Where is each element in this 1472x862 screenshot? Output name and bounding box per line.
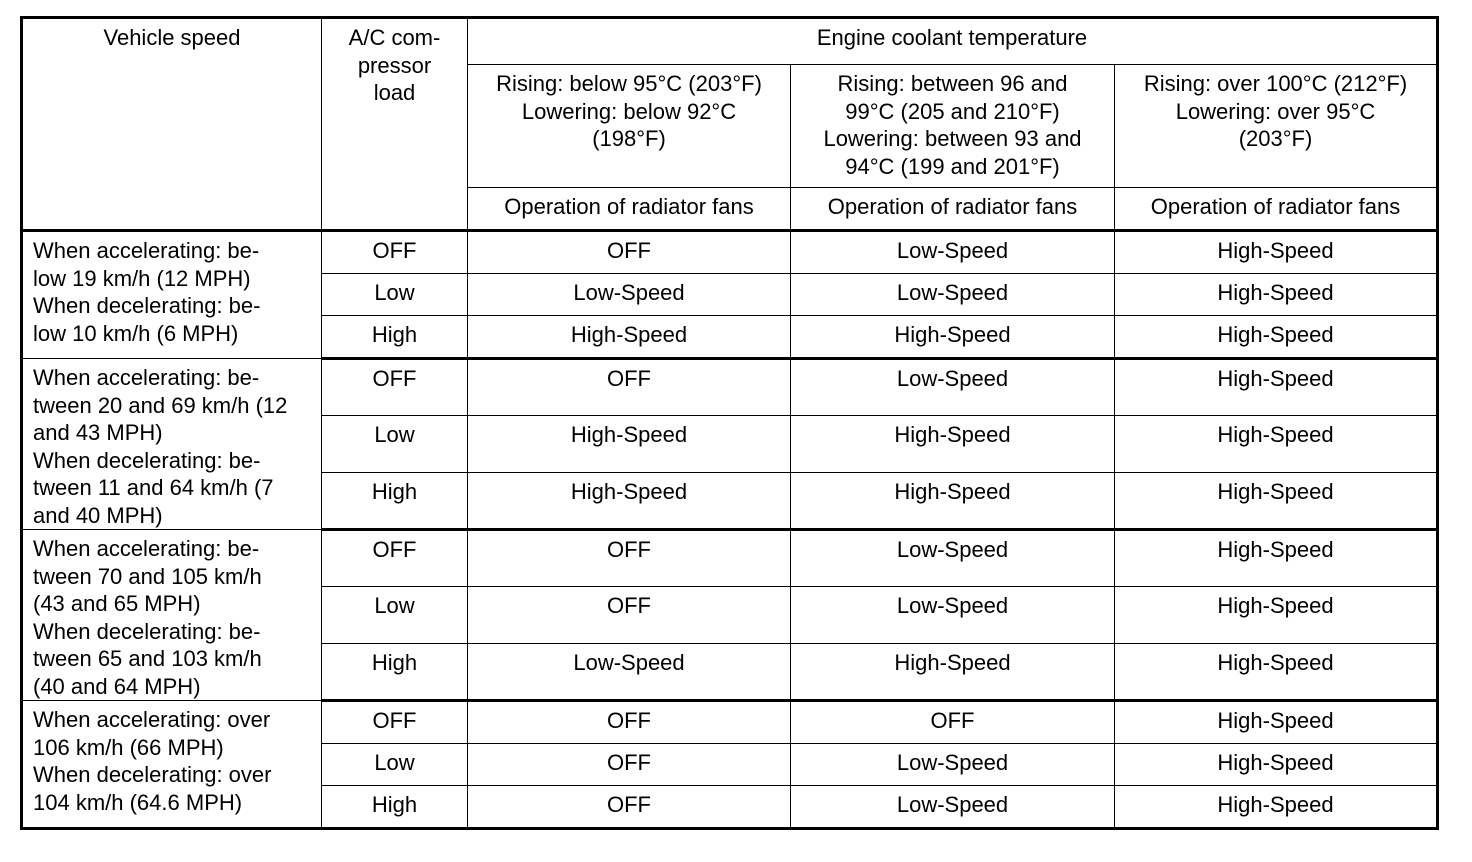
vehicle-speed-condition: When accelerating: be- tween 20 and 69 km/h (12 and 43 MPH) When decelerating: be- tween 11 and 64 km/h (7 and 40 MPH): [22, 359, 322, 530]
header-operation-label: Operation of radiator fans: [1115, 188, 1438, 231]
fan-operation-cell: High-Speed: [1115, 744, 1438, 786]
header-ac-compressor-load: A/C com- pressor load: [322, 18, 468, 231]
ac-load-cell: Low: [322, 274, 468, 316]
header-temp-range-high: Rising: over 100°C (212°F) Lowering: over 95°C (203°F): [1115, 65, 1438, 188]
vehicle-speed-condition: When accelerating: be- low 19 km/h (12 MPH) When decelerating: be- low 10 km/h (6 MPH): [22, 231, 322, 359]
ac-load-cell: OFF: [322, 359, 468, 416]
table-row: [22, 359, 1438, 416]
ac-load-cell: High: [322, 316, 468, 359]
fan-operation-cell: High-Speed: [791, 416, 1115, 472]
fan-operation-cell: High-Speed: [1115, 530, 1438, 587]
ac-load-cell: High: [322, 472, 468, 529]
ac-load-cell: High: [322, 786, 468, 829]
fan-operation-cell: OFF: [468, 359, 791, 416]
table-row: [22, 231, 1438, 274]
ac-load-cell: High: [322, 643, 468, 700]
ac-load-cell: OFF: [322, 701, 468, 744]
fan-operation-cell: High-Speed: [791, 316, 1115, 359]
fan-operation-cell: High-Speed: [468, 416, 791, 472]
table-row: [22, 530, 1438, 587]
fan-operation-cell: High-Speed: [1115, 472, 1438, 529]
fan-operation-cell: High-Speed: [1115, 316, 1438, 359]
fan-operation-cell: OFF: [468, 587, 791, 643]
ac-load-cell: Low: [322, 744, 468, 786]
fan-operation-cell: Low-Speed: [468, 643, 791, 700]
table-row: [22, 701, 1438, 744]
fan-operation-cell: OFF: [791, 701, 1115, 744]
fan-operation-cell: Low-Speed: [791, 231, 1115, 274]
fan-operation-cell: High-Speed: [1115, 701, 1438, 744]
header-vehicle-speed: Vehicle speed: [22, 18, 322, 231]
vehicle-speed-condition: When accelerating: over 106 km/h (66 MPH) When decelerating: over 104 km/h (64.6 MPH): [22, 701, 322, 829]
fan-operation-cell: Low-Speed: [791, 786, 1115, 829]
fan-operation-cell: High-Speed: [1115, 416, 1438, 472]
header-row-1: [22, 18, 1438, 65]
fan-operation-cell: OFF: [468, 744, 791, 786]
fan-operation-cell: OFF: [468, 530, 791, 587]
fan-operation-cell: High-Speed: [1115, 643, 1438, 700]
vehicle-speed-condition: When accelerating: be- tween 70 and 105 km/h (43 and 65 MPH) When decelerating: be- tween 65 and 103 km/h (40 and 64 MPH): [22, 530, 322, 701]
fan-operation-cell: High-Speed: [1115, 231, 1438, 274]
header-temp-range-low: Rising: below 95°C (203°F) Lowering: below 92°C (198°F): [468, 65, 791, 188]
ac-load-cell: Low: [322, 416, 468, 472]
table-body: [22, 18, 1438, 829]
fan-operation-cell: OFF: [468, 231, 791, 274]
fan-operation-cell: High-Speed: [1115, 587, 1438, 643]
fan-operation-cell: Low-Speed: [791, 587, 1115, 643]
fan-operation-cell: OFF: [468, 701, 791, 744]
ac-load-cell: OFF: [322, 530, 468, 587]
header-operation-label: Operation of radiator fans: [468, 188, 791, 231]
fan-operation-cell: High-Speed: [1115, 359, 1438, 416]
fan-operation-cell: High-Speed: [468, 472, 791, 529]
header-engine-coolant-temperature: Engine coolant temperature: [468, 18, 1438, 65]
fan-operation-cell: High-Speed: [1115, 274, 1438, 316]
fan-operation-cell: High-Speed: [791, 472, 1115, 529]
fan-operation-cell: Low-Speed: [791, 274, 1115, 316]
fan-operation-cell: OFF: [468, 786, 791, 829]
ac-load-cell: Low: [322, 587, 468, 643]
fan-operation-cell: High-Speed: [468, 316, 791, 359]
header-temp-range-mid: Rising: between 96 and 99°C (205 and 210°F) Lowering: between 93 and 94°C (199 and 201°F): [791, 65, 1115, 188]
ac-load-cell: OFF: [322, 231, 468, 274]
fan-operation-cell: High-Speed: [1115, 786, 1438, 829]
fan-operation-cell: Low-Speed: [791, 530, 1115, 587]
header-operation-label: Operation of radiator fans: [791, 188, 1115, 231]
fan-operation-cell: High-Speed: [791, 643, 1115, 700]
fan-operation-cell: Low-Speed: [468, 274, 791, 316]
fan-operation-cell: Low-Speed: [791, 744, 1115, 786]
fan-operation-cell: Low-Speed: [791, 359, 1115, 416]
radiator-fan-operation-table: [20, 16, 1439, 830]
